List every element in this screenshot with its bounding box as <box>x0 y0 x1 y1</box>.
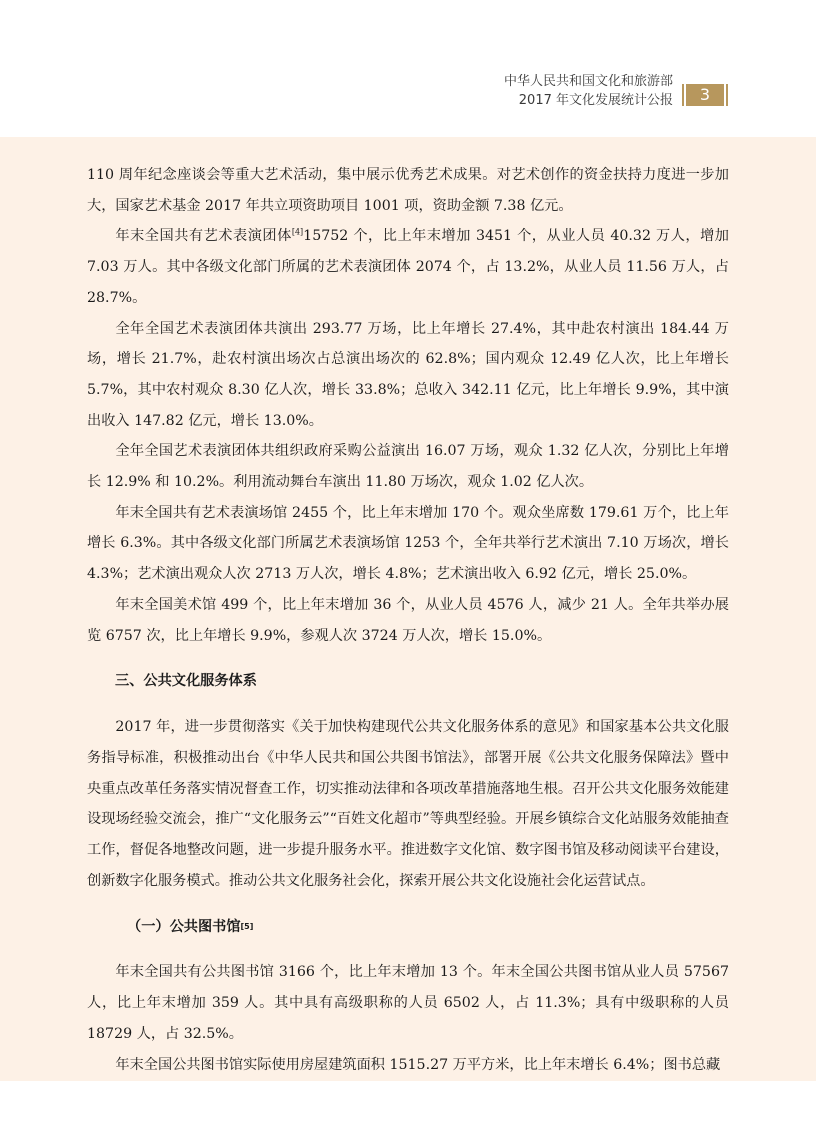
paragraph-5: 年末全国共有艺术表演场馆 2455 个，比上年末增加 170 个。观众坐席数 179.61 万个，比上年增长 6.3%。其中各级文化部门所属艺术表演场馆 1253 个，全年共举行艺术演出 7.10 万场次，增长 4.3%；艺术演出观众人次 2713 万人次，增长 4.8%；艺术演出收入 6.92 亿元，增长 25.0%。 <box>87 504 729 583</box>
paragraph-7: 2017 年，进一步贯彻落实《关于加快构建现代公共文化服务体系的意见》和国家基本公共文化服务指导标准，积极推动出台《中华人民共和国公共图书馆法》，部署开展《公共文化服务保障法》暨中央重点改革任务落实情况督查工作，切实推动法律和各项改革措施落地生根。召开公共文化服务效能建设现场经验交流会，推广“文化服务云”“百姓文化超市”等典型经验。开展乡镇综合文化站服务效能抽查工作，督促各地整改问题，进一步提升服务水平。推进数字文化馆、数字图书馆及移动阅读平台建设，创新数字化服务模式。推动公共文化服务社会化，探索开展公共文化设施社会化运营试点。 <box>87 719 729 889</box>
paragraph-9: 年末全国公共图书馆实际使用房屋建筑面积 1515.27 万平方米，比上年末增长 6.4%；图书总藏 <box>115 1056 721 1073</box>
section-heading-public-culture: 三、公共文化服务体系 <box>115 673 257 690</box>
header-org: 中华人民共和国文化和旅游部 <box>503 74 673 89</box>
paragraph-6: 年末全国美术馆 499 个，比上年末增加 36 个，从业人员 4576 人，减少 21 人。全年共举办展览 6757 次，比上年增长 9.9%，参观人次 3724 万人次，增长 15.0%。 <box>87 596 729 644</box>
paragraph-4: 全年全国艺术表演团体共组织政府采购公益演出 16.07 万场，观众 1.32 亿人次，分别比上年增长 12.9% 和 10.2%。利用流动舞台车演出 11.80 万场次，观众 1.02 亿人次。 <box>87 443 729 491</box>
paragraph-3: 全年全国艺术表演团体共演出 293.77 万场，比上年增长 27.4%，其中赴农村演出 184.44 万场，增长 21.7%，赴农村演出场次占总演出场次的 62.8%；国内观众 12.49 亿人次，比上年增长 5.7%，其中农村观众 8.30 亿人次，增长 33.8%；总收入 342.11 亿元，比上年增长 9.9%，其中演出收入 147.82 亿元，增长 13.0%。 <box>87 320 729 429</box>
paragraph-2-text-b: 15752 个，比上年末增加 3451 个，从业人员 40.32 万人，增加 7.03 万人。其中各级文化部门所属的艺术表演团体 2074 个，占 13.2%，从业人员 11.56 万人，占 28.7%。 <box>87 228 729 306</box>
header-divider-right <box>726 84 728 106</box>
body-content <box>87 160 729 1080</box>
paragraph-8: 年末全国共有公共图书馆 3166 个，比上年末增加 13 个。年末全国公共图书馆从业人员 57567 人，比上年末增加 359 人。其中具有高级职称的人员 6502 人，占 11.3%；具有中级职称的人员 18729 人，占 32.5%。 <box>87 964 729 1042</box>
subsection-heading-text: （一）公共图书馆 <box>127 918 241 935</box>
page-header <box>0 0 816 137</box>
paragraph-2 <box>87 221 729 313</box>
header-divider-left <box>682 84 684 106</box>
footnote-ref-4[interactable]: [4] <box>291 227 304 237</box>
header-title: 2017 年文化发展统计公报 <box>518 93 673 108</box>
paragraph-2-text-a: 年末全国共有艺术表演团体 <box>115 228 292 245</box>
header-text <box>504 72 673 110</box>
paragraph-1: 110 周年纪念座谈会等重大艺术活动，集中展示优秀艺术成果。对艺术创作的资金扶持力度进一步加大，国家艺术基金 2017 年共立项资助项目 1001 项，资助金额 7.38 亿元。 <box>87 167 729 214</box>
subsection-heading-public-library: （一）公共图书馆 [5] <box>87 896 729 957</box>
page-number: 3 <box>686 84 724 106</box>
footer-area <box>0 1081 816 1145</box>
